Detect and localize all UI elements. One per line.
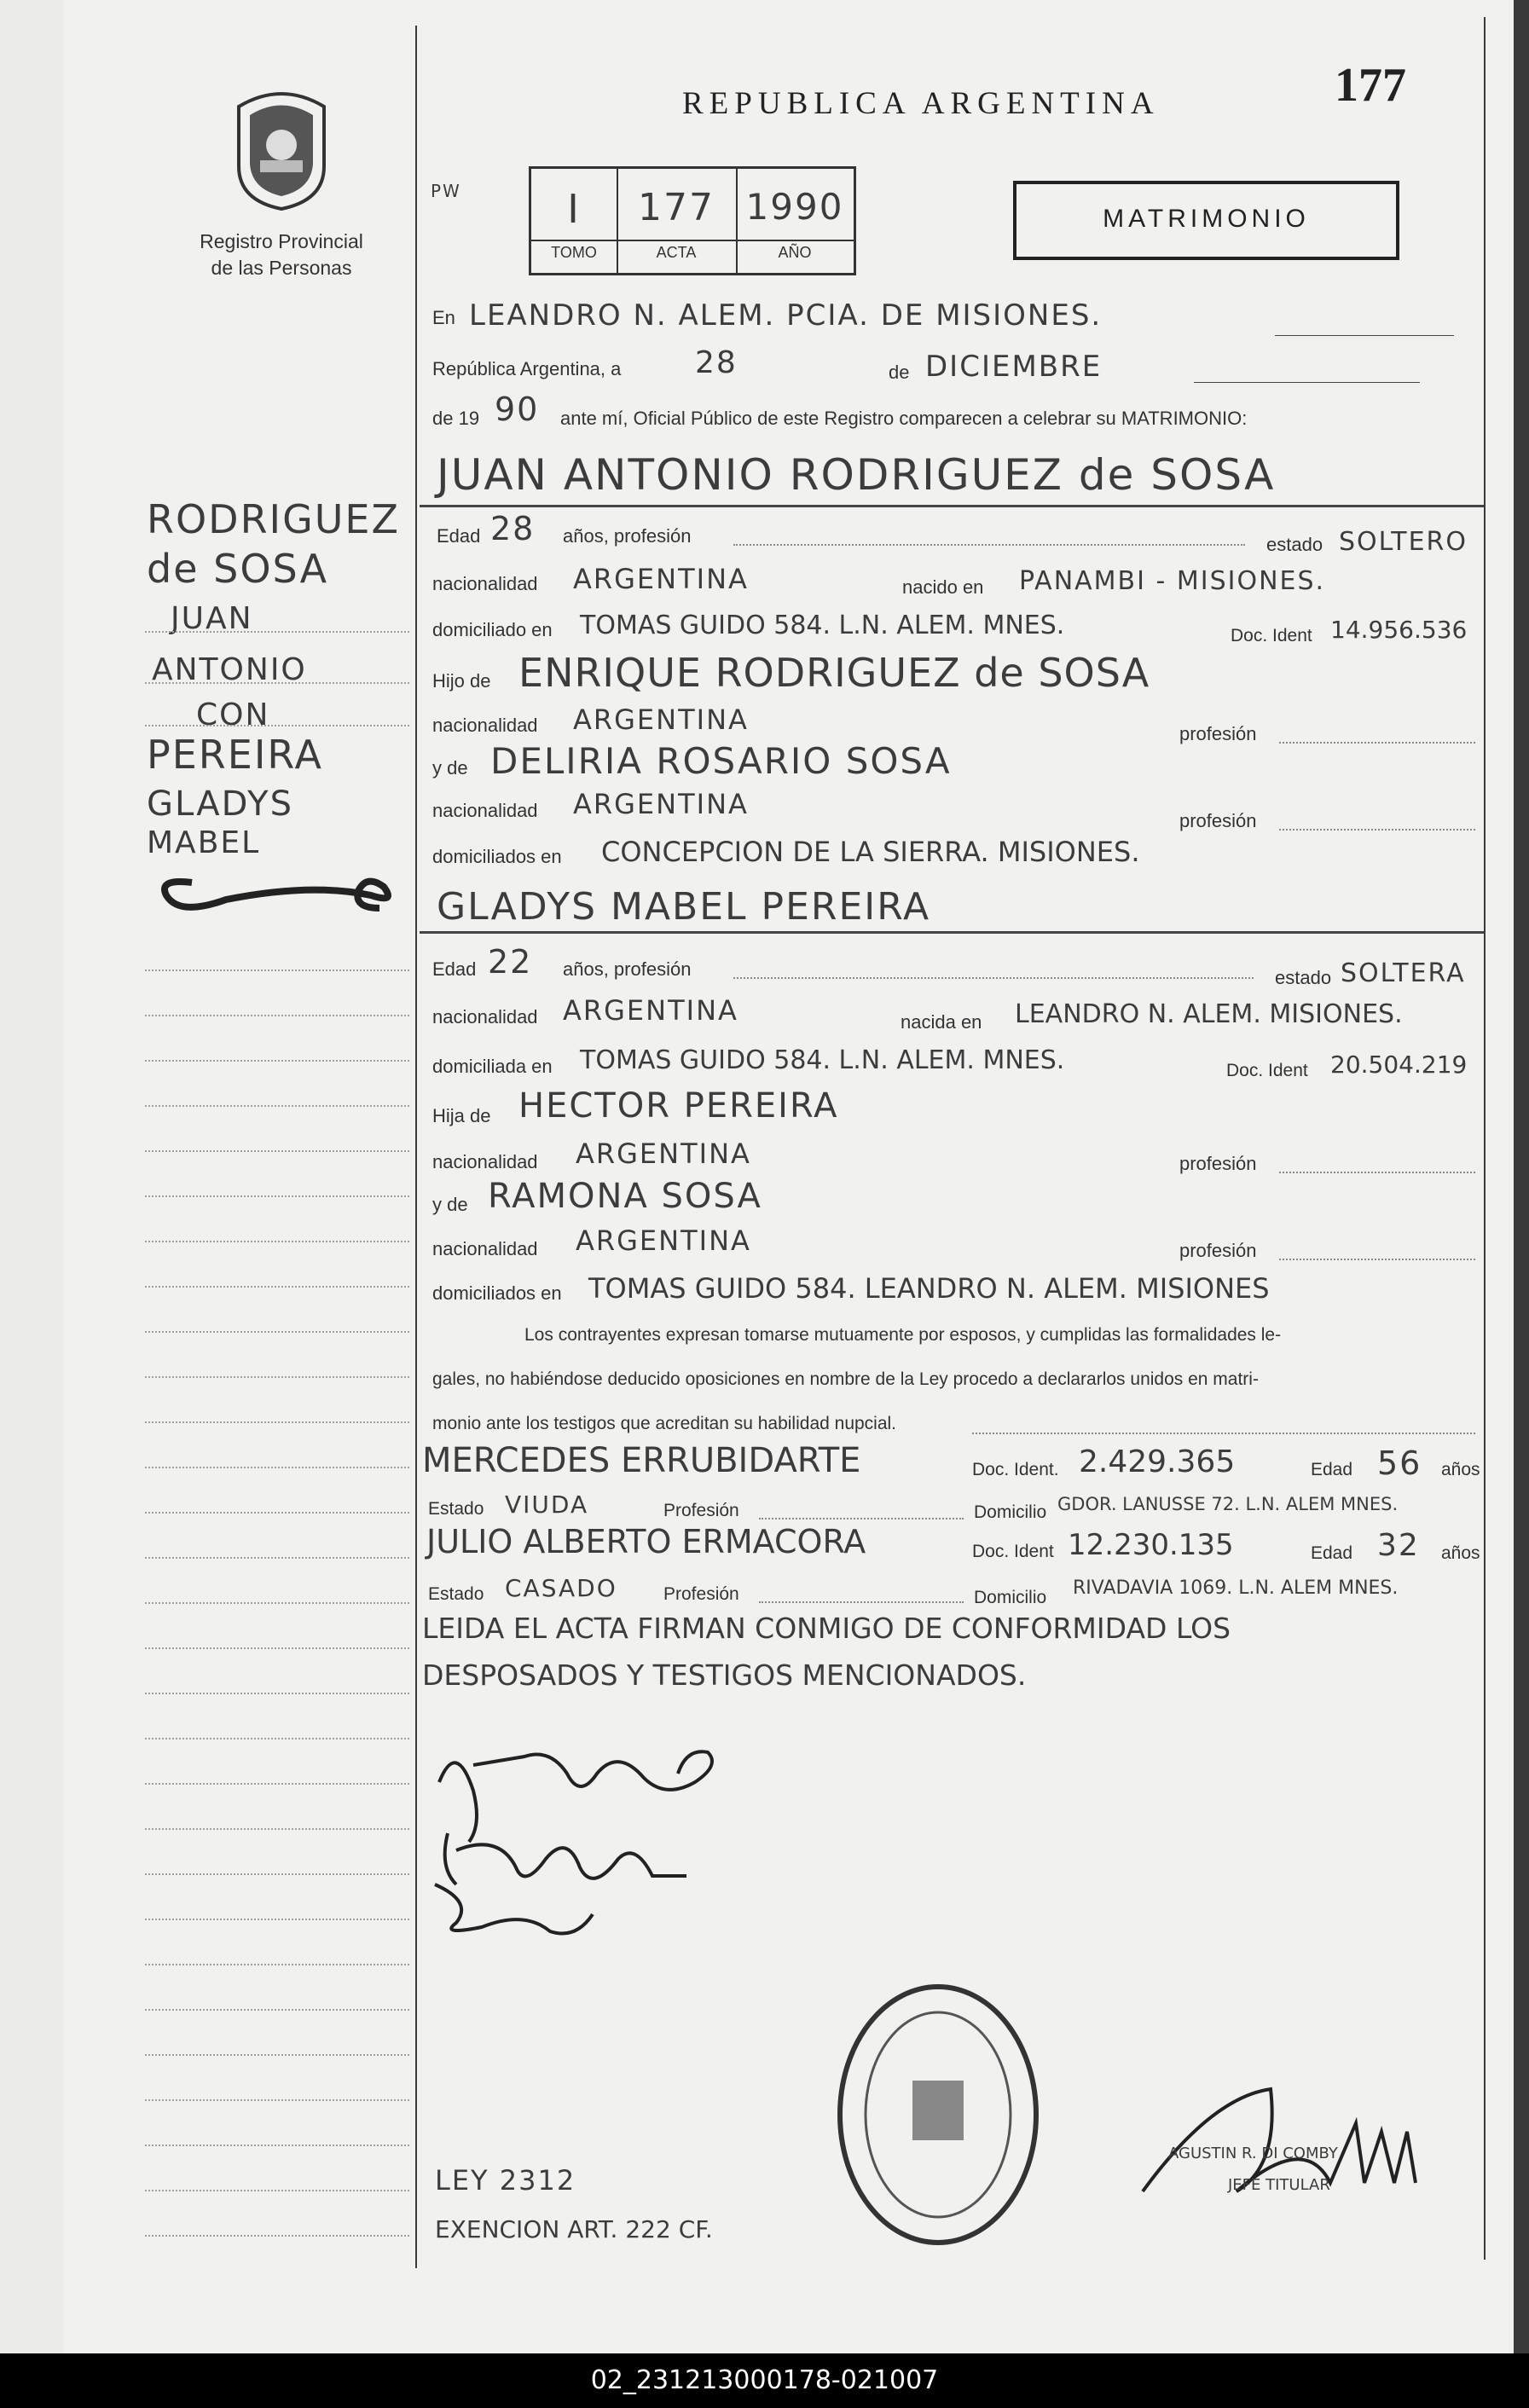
groom-nacionalidad-label: nacionalidad xyxy=(432,573,538,594)
bride-age: 22 xyxy=(488,943,533,981)
bride-doc-number: 20.504.219 xyxy=(1330,1051,1468,1079)
groom-domiciliado-label: domiciliado en xyxy=(432,619,553,640)
groom-mother-nacionalidad-label: nacionalidad xyxy=(432,800,538,821)
declaration-line1: Los contrayentes expresan tomarse mutuamente por esposos, y cumplidas las formalidades le- xyxy=(524,1325,1282,1345)
document-type-box xyxy=(1013,181,1399,260)
groom-birthplace: PANAMBI - MISIONES. xyxy=(1019,566,1326,596)
witness2-name: JULIO ALBERTO ERMACORA xyxy=(426,1523,866,1560)
province-seal-icon xyxy=(226,85,337,213)
witness2-domicilio: RIVADAVIA 1069. L.N. ALEM MNES. xyxy=(1073,1577,1399,1599)
day-value: 28 xyxy=(695,345,738,380)
witness2-estado-label: Estado xyxy=(428,1584,484,1604)
bride-father: HECTOR PEREIRA xyxy=(518,1086,839,1126)
official-stamp-name: AGUSTIN R. DI COMBY xyxy=(1168,2145,1338,2162)
witness2-domicilio-label: Domicilio xyxy=(974,1588,1047,1607)
bride-mother-nacionalidad-label: nacionalidad xyxy=(432,1238,538,1259)
bride-father-nacionalidad-label: nacionalidad xyxy=(432,1151,538,1172)
closing-line1: LEIDA EL ACTA FIRMAN CONMIGO DE CONFORMIDAD LOS xyxy=(422,1612,1231,1645)
witness1-domicilio: GDOR. LANUSSE 72. L.N. ALEM MNES. xyxy=(1057,1494,1399,1514)
groom-father-nacionalidad-label: nacionalidad xyxy=(432,715,538,736)
acta-label: ACTA xyxy=(656,244,697,261)
bride-estado-label: estado xyxy=(1275,967,1332,988)
witness2-estado: CASADO xyxy=(505,1574,617,1602)
margin-name-de-sosa: de SOSA xyxy=(147,546,329,592)
margin-name-surname: RODRIGUEZ xyxy=(147,496,401,542)
groom-mother-profesion-label: profesión xyxy=(1179,810,1257,831)
de19-label: de 19 xyxy=(432,408,480,429)
ano-value: 1990 xyxy=(745,186,844,228)
margin-flourish xyxy=(141,857,414,921)
certificate-sheet xyxy=(64,0,1514,2353)
margin-name-antonio: ANTONIO xyxy=(152,652,307,687)
bride-mother: RAMONA SOSA xyxy=(488,1177,762,1216)
bride-name: GLADYS MABEL PEREIRA xyxy=(437,885,931,929)
official-seal-stamp xyxy=(831,1974,1053,2255)
groom-domicilio: TOMAS GUIDO 584. L.N. ALEM. MNES. xyxy=(580,611,1065,640)
groom-father: ENRIQUE RODRIGUEZ de SOSA xyxy=(518,650,1150,696)
witness1-age: 56 xyxy=(1377,1444,1422,1482)
tomo-value: I xyxy=(567,186,581,232)
declaration-line2: gales, no habiéndose deducido oposiciones en nombre de la Ley procedo a declararlos unidos en matri- xyxy=(432,1369,1259,1389)
bride-parents-domicilio: TOMAS GUIDO 584. LEANDRO N. ALEM. MISIONES xyxy=(588,1272,1270,1305)
document-type: MATRIMONIO xyxy=(1103,205,1310,233)
registry-name-line2: de las Personas xyxy=(211,257,352,279)
republica-label: República Argentina, a xyxy=(432,358,622,379)
ante-text: ante mí, Oficial Público de este Registro comparecen a celebrar su MATRIMONIO: xyxy=(560,408,1248,429)
witness2-age: 32 xyxy=(1377,1528,1420,1563)
witness1-anos-label: años xyxy=(1441,1460,1480,1479)
bride-estado: SOLTERA xyxy=(1341,958,1466,988)
witness1-estado-label: Estado xyxy=(428,1499,484,1519)
bride-domicilio: TOMAS GUIDO 584. L.N. ALEM. MNES. xyxy=(580,1045,1065,1075)
month-value: DICIEMBRE xyxy=(925,350,1103,384)
book-binding-edge xyxy=(0,0,64,2408)
margin-name-pereira: PEREIRA xyxy=(147,732,323,778)
margin-note: PW xyxy=(431,181,461,201)
registry-name-line1: Registro Provincial xyxy=(200,230,363,252)
witness1-edad-label: Edad xyxy=(1311,1460,1353,1479)
groom-doc-number: 14.956.536 xyxy=(1330,616,1468,644)
year-value: 90 xyxy=(495,391,540,428)
bride-father-nationality: ARGENTINA xyxy=(576,1137,751,1170)
exencion-note: EXENCION ART. 222 CF. xyxy=(435,2215,713,2243)
country-title: REPUBLICA ARGENTINA xyxy=(682,86,1160,121)
bride-nacida-label: nacida en xyxy=(901,1011,982,1033)
bride-domiciliada-label: domiciliada en xyxy=(432,1056,553,1077)
groom-age: 28 xyxy=(490,510,536,547)
record-number-box xyxy=(529,166,856,275)
bride-anos-profesion-label: años, profesión xyxy=(563,958,692,980)
witness2-edad-label: Edad xyxy=(1311,1543,1353,1563)
groom-estado: SOLTERO xyxy=(1339,527,1468,557)
right-border xyxy=(1484,17,1486,2260)
margin-name-gladys: GLADYS xyxy=(147,784,293,824)
bride-father-profesion-label: profesión xyxy=(1179,1153,1257,1174)
witness2-anos-label: años xyxy=(1441,1543,1480,1563)
witness1-profesion-label: Profesión xyxy=(663,1501,739,1520)
groom-domiciliados-label: domiciliados en xyxy=(432,846,562,867)
groom-nacido-label: nacido en xyxy=(902,576,984,598)
margin-name-mabel: MABEL xyxy=(147,825,261,860)
ley-note: LEY 2312 xyxy=(435,2164,576,2197)
groom-estado-label: estado xyxy=(1266,534,1323,555)
page-number: 177 xyxy=(1335,59,1406,112)
de-label: de xyxy=(889,362,910,383)
groom-parents-domicilio: CONCEPCION DE LA SIERRA. MISIONES. xyxy=(601,836,1140,868)
bride-hija-label: Hija de xyxy=(432,1105,491,1126)
groom-edad-label: Edad xyxy=(437,525,481,547)
groom-mother-nationality: ARGENTINA xyxy=(573,788,749,820)
bride-birthplace: LEANDRO N. ALEM. MISIONES. xyxy=(1015,999,1403,1029)
witness1-estado: VIUDA xyxy=(505,1491,589,1519)
witness1-name: MERCEDES ERRUBIDARTE xyxy=(422,1441,861,1480)
closing-line2: DESPOSADOS Y TESTIGOS MENCIONADOS. xyxy=(422,1658,1027,1692)
groom-nacionalidad: ARGENTINA xyxy=(573,563,749,595)
place-value: LEANDRO N. ALEM. PCIA. DE MISIONES. xyxy=(469,298,1103,333)
bride-domiciliados-label: domiciliados en xyxy=(432,1282,562,1304)
groom-name: JUAN ANTONIO RODRIGUEZ de SOSA xyxy=(437,450,1276,500)
official-stamp-title: JEFE TITULAR xyxy=(1228,2176,1330,2194)
groom-anos-profesion-label: años, profesión xyxy=(563,525,692,547)
ano-label: AÑO xyxy=(778,244,812,261)
declaration-line3: monio ante los testigos que acreditan su habilidad nupcial. xyxy=(432,1414,897,1433)
acta-value: 177 xyxy=(638,186,715,229)
groom-father-profesion-label: profesión xyxy=(1179,723,1257,744)
groom-father-nationality: ARGENTINA xyxy=(573,703,749,736)
image-id-footer: 02_231213000178-021007 xyxy=(0,2353,1529,2408)
groom-y-de-label: y de xyxy=(432,757,468,779)
witness2-doc: 12.230.135 xyxy=(1068,1528,1234,1562)
bride-doc-label: Doc. Ident xyxy=(1226,1061,1308,1080)
bride-mother-profesion-label: profesión xyxy=(1179,1240,1257,1261)
bride-nacionalidad-label: nacionalidad xyxy=(432,1006,538,1027)
groom-mother: DELIRIA ROSARIO SOSA xyxy=(490,740,952,782)
groom-hijo-label: Hijo de xyxy=(432,670,491,692)
bride-nacionalidad: ARGENTINA xyxy=(563,994,738,1027)
witness1-doc-label: Doc. Ident. xyxy=(972,1460,1059,1479)
tomo-label: TOMO xyxy=(551,244,597,261)
witness1-doc: 2.429.365 xyxy=(1079,1444,1236,1479)
witness1-domicilio-label: Domicilio xyxy=(974,1502,1047,1522)
bride-y-de-label: y de xyxy=(432,1194,468,1215)
bride-mother-nationality: ARGENTINA xyxy=(576,1224,751,1257)
bride-edad-label: Edad xyxy=(432,958,477,980)
margin-name-con: CON xyxy=(196,698,270,732)
witness2-profesion-label: Profesión xyxy=(663,1584,739,1604)
signatures-left xyxy=(422,1731,746,1936)
witness2-doc-label: Doc. Ident xyxy=(972,1542,1054,1561)
groom-doc-label: Doc. Ident xyxy=(1231,626,1312,645)
en-label: En xyxy=(432,307,455,328)
margin-name-juan: JUAN xyxy=(171,601,253,636)
margin-divider xyxy=(415,26,417,2268)
